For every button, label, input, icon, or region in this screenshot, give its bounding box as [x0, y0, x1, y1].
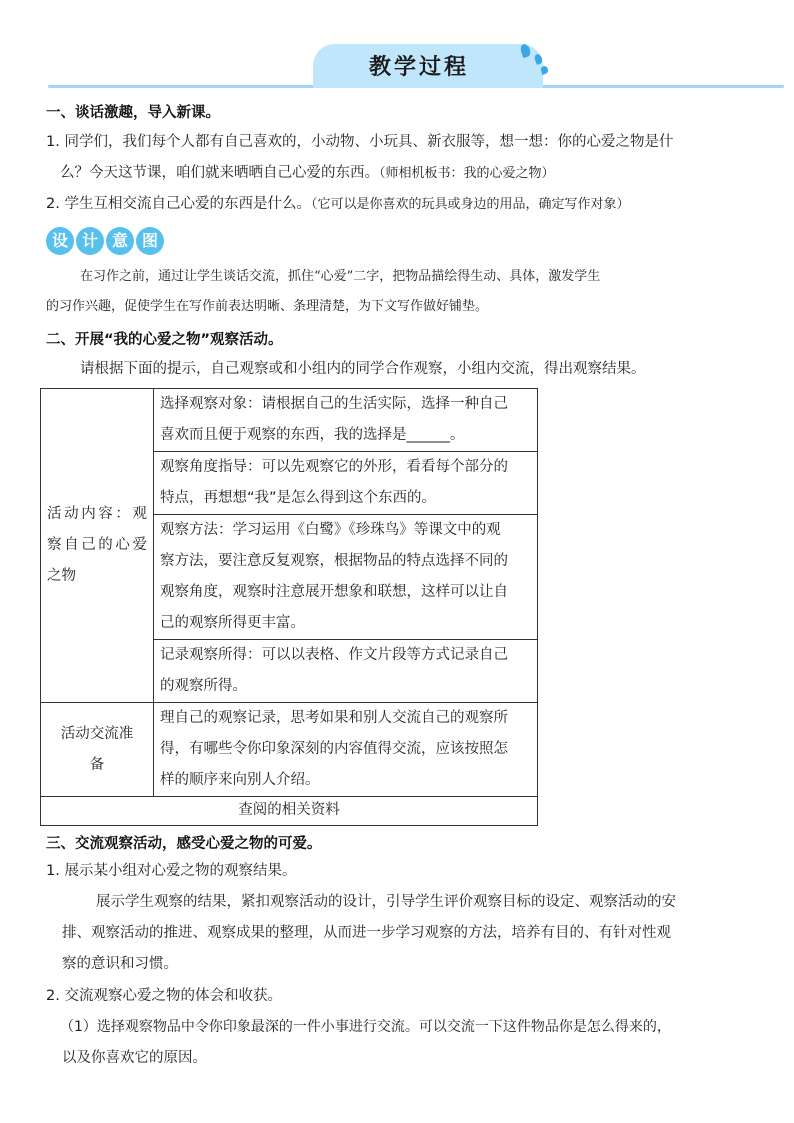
row-line: 的观察所得。: [160, 678, 247, 694]
section3-para-line2: 排、观察活动的推进、观察成果的整理，从而进一步学习观察的方法，培养有目的、有针对性观: [62, 925, 671, 941]
row-record: [154, 640, 538, 703]
section3-item1: 1. 展示某小组对心爱之物的观察结果。: [46, 863, 297, 879]
row-choose-object: [154, 389, 538, 452]
design-tag-char: 设: [46, 227, 74, 255]
section2-heading: 二、开展“我的心爱之物”观察活动。: [46, 332, 283, 348]
row-line: 理自己的观察记录，思考如果和别人交流自己的观察所: [160, 710, 508, 726]
section3-para-line3: 察的意识和习惯。: [62, 956, 178, 972]
section2-intro: 请根据下面的提示，自己观察或和小组内的同学合作观察，小组内交流，得出观察结果。: [80, 361, 646, 377]
row-line: 记录观察所得：可以以表格、作文片段等方式记录自己: [160, 647, 508, 663]
section1-item1-line1: 1. 同学们，我们每个人都有自己喜欢的，小动物、小玩具、新衣服等，想一想：你的心爱之物是什: [46, 134, 674, 150]
design-intent-line1: 在习作之前，通过让学生谈话交流，抓住“心爱”二字，把物品描绘得生动、具体，激发学生: [80, 269, 601, 284]
section1-item1-line2: [60, 158, 790, 189]
activity-prep-label: [41, 703, 154, 797]
activity-content-text: 活动内容：观察自己的心爱之物: [47, 506, 147, 584]
row-line: 察方法，要注意反复观察，根据物品的特点选择不同的: [160, 553, 508, 569]
row-prep: [154, 703, 538, 797]
row-line: 样的顺序来向别人介绍。: [160, 772, 320, 788]
section1-item2: [46, 189, 786, 220]
row-line: 特点，再想想“我”是怎么得到这个东西的。: [160, 490, 437, 506]
design-tag-char: 意: [106, 227, 134, 255]
design-intent-line2: 的习作兴趣，促使学生在写作前表达明晰、条理清楚，为下文写作做好铺垫。: [46, 299, 489, 314]
section1-item2-text: 2. 学生互相交流自己心爱的东西是什么。: [46, 196, 311, 212]
activity-content-label: [41, 389, 154, 703]
row-method: [154, 515, 538, 640]
design-tag-char: 图: [136, 227, 164, 255]
row-line: 观察方法：学习运用《白鹭》《珍珠鸟》等课文中的观: [160, 522, 501, 538]
row-line: 得，有哪些令你印象深刻的内容值得交流，应该按照怎: [160, 741, 508, 757]
section1-item1-note: （师相机板书：我的心爱之物）: [379, 166, 555, 181]
section3-sub1-line1: （1）选择观察物品中令你印象最深的一件小事进行交流。可以交流一下这件物品你是怎么得来的，: [60, 1019, 671, 1035]
design-intent-tag: [46, 227, 168, 257]
section3-item2: 2. 交流观察心爱之物的体会和收获。: [46, 988, 282, 1004]
row-line: 己的观察所得更丰富。: [160, 615, 305, 631]
activity-prep-text: 活动交流准备: [60, 725, 134, 773]
section1-item2-note: （它可以是你喜欢的玩具或身边的用品，确定写作对象）: [310, 197, 630, 212]
section3-sub1-line2: 以及你喜欢它的原因。: [62, 1050, 207, 1066]
row-line: 观察角度，观察时注意展开想象和联想，这样可以让自: [160, 584, 508, 600]
row-line: 观察角度指导：可以先观察它的外形，看看每个部分的: [160, 459, 508, 475]
activity-table: [40, 388, 538, 826]
page-title: 教学过程: [368, 55, 469, 80]
row-angle-guide: [154, 452, 538, 515]
section3-heading: 三、交流观察活动，感受心爱之物的可爱。: [46, 836, 322, 852]
design-tag-char: 计: [76, 227, 104, 255]
water-drop-icon: [540, 65, 549, 75]
section3-para-line1: 展示学生观察的结果，紧扣观察活动的设计，引导学生评价观察目标的设定、观察活动的安: [96, 894, 676, 910]
row-line: 喜欢而且便于观察的东西，我的选择是______。: [160, 427, 465, 443]
table-footer: 查阅的相关资料: [41, 797, 538, 826]
section1-item1-text: 么？今天这节课，咱们就来晒晒自己心爱的东西。: [60, 165, 379, 181]
row-line: 选择观察对象：请根据自己的生活实际，选择一种自己: [160, 396, 508, 412]
section1-heading: 一、谈话激趣，导入新课。: [46, 105, 220, 121]
